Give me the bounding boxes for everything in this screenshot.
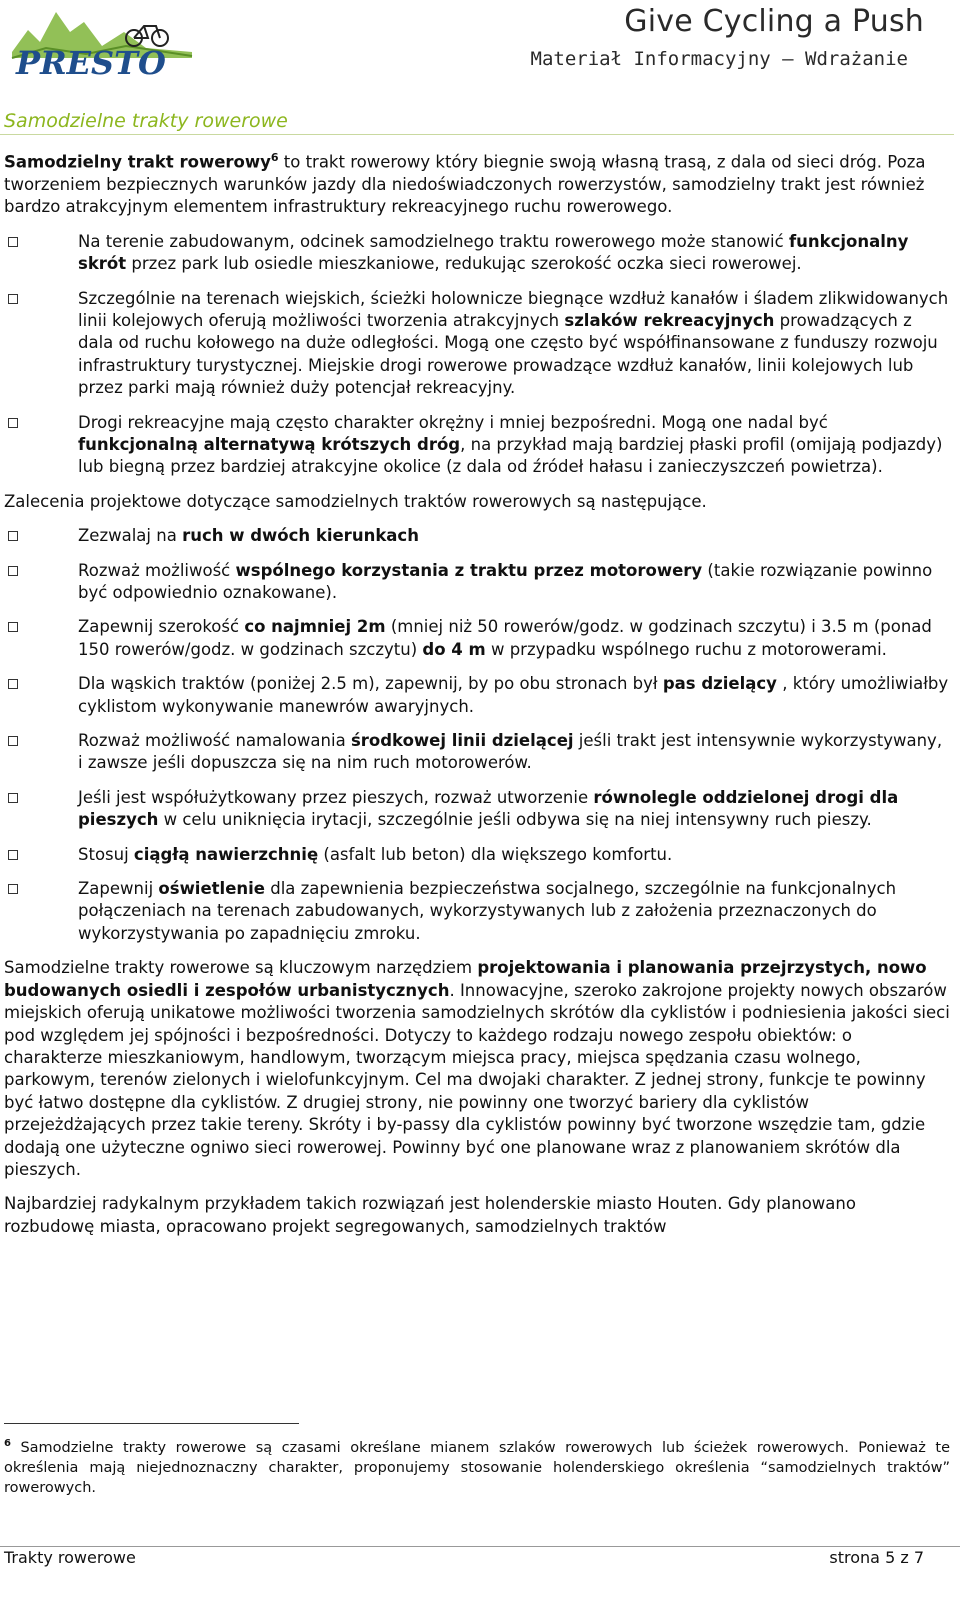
recommendations-intro: Zalecenia projektowe dotyczące samodzielnych traktów rowerowych są następujące. (4, 491, 707, 511)
list-item: Na terenie zabudowanym, odcinek samodzielnego traktu rowerowego może stanowić funkcjonalny skrót przez park lub osiedle mieszkaniowe, redukując szerokość oczka sieci rowerowej. (4, 231, 950, 276)
intro-paragraph (4, 147, 950, 219)
list-item: Rozważ możliwość wspólnego korzystania z traktu przez motorowery (takie rozwiązanie powinno być odpowiednio oznakowane). (4, 560, 950, 605)
checkbox-bullet-icon (8, 884, 18, 894)
footnote-ref: 6 (270, 151, 279, 164)
list-item: Dla wąskich traktów (poniżej 2.5 m), zapewnij, by po obu stronach był pas dzielący , który umożliwiałby cyklistom wykonywanie manewrów awaryjnych. (4, 673, 950, 718)
heading-divider (0, 134, 954, 135)
page-header (0, 0, 960, 110)
document-title: Give Cycling a Push (624, 4, 924, 39)
checkbox-bullet-icon (8, 294, 18, 304)
list-item: Drogi rekreacyjne mają często charakter okrężny i mniej bezpośredni. Mogą one nadal być funkcjonalną alternatywą krótszych dróg, na przykład mają bardziej płaski profil (omijają podjazdy) lub biegną przez bardziej atrakcyjne okolice (z dala od źródeł hałasu i zanieczyszczeń powietrza). (4, 412, 950, 479)
logo-text: PRESTO (16, 44, 166, 80)
footnote-divider (4, 1423, 299, 1424)
list-item: Zezwalaj na ruch w dwóch kierunkach (4, 525, 950, 547)
list-item: Jeśli jest współużytkowany przez pieszych, rozważ utworzenie równolegle oddzielonej drogi dla pieszych w celu uniknięcia irytacji, szczególnie jeśli odbywa się na niej intensywny ruch pieszy. (4, 787, 950, 832)
checkbox-bullet-icon (8, 237, 18, 247)
list-item: Szczególnie na terenach wiejskich, ścieżki holownicze biegnące wzdłuż kanałów i śladem zlikwidowanych linii kolejowych oferują możliwości tworzenia atrakcyjnych szlaków rekreacyjnych prowadzących z dala od ruchu kołowego na duże odległości. Mogą one często być współfinansowane z funduszy rozwoju infrastruktury turystycznej. Miejskie drogi rowerowe prowadzące wzdłuż kanałów, linii kolejowych lub przez parki mają również duży potencjał rekreacyjny. (4, 288, 950, 400)
section-heading: Samodzielne trakty rowerowe (4, 110, 288, 132)
presto-logo (6, 2, 202, 80)
checkbox-bullet-icon (8, 566, 18, 576)
checkbox-bullet-icon (8, 793, 18, 803)
page-number: strona 5 z 7 (829, 1548, 924, 1567)
list-item: Stosuj ciągłą nawierzchnię (asfalt lub beton) dla większego komfortu. (4, 844, 950, 866)
footnote-text: Samodzielne trakty rowerowe są czasami określane mianem szlaków rowerowych lub ścieżek rowerowych. Ponieważ te określenia mają niejednoznaczny charakter, proponujemy stosowanie holenderskiego określenia “samodzielnych traktów” rowerowych. (4, 1439, 950, 1496)
list-item: Zapewnij szerokość co najmniej 2m (mniej niż 50 rowerów/godz. w godzinach szczytu) i 3.5 m (ponad 150 rowerów/godz. w godzinach szczytu) do 4 m w przypadku wspólnego ruchu z motorowerami. (4, 616, 950, 661)
paragraph-planning: Samodzielne trakty rowerowe są kluczowym narzędziem projektowania i planowania przejrzystych, nowo budowanych osiedli i zespołów urbanistycznych. Innowacyjne, szeroko zakrojone projekty nowych obszarów miejskich oferują unikatowe możliwości tworzenia samodzielnych skrótów dla cyklistów i podniesienia jakości sieci pod względem jej spójności i bezpośredności. Dotyczy to każdego rodzaju nowego zespołu obiektów: o charakterze mieszkaniowym, handlowym, tworzącym miejsca pracy, miejsca spędzania czasu wolnego, parkowym, terenów zielonych i wielofunkcyjnym. Cel ma dwojaki charakter. Z jednej strony, funkcje te powinny być łatwo dostępne dla cyklistów. Z drugiej strony, nie powinny one tworzyć bariery dla cyklistów przejeżdżających przez takie tereny. Skróty i by-passy dla cyklistów powinny być tworzone wszędzie tam, gdzie dodają one użyteczne ogniwo sieci rowerowej. Powinny być one planowane wraz z planowaniem skrótów dla pieszych. (4, 958, 950, 1179)
list-item: Zapewnij oświetlenie dla zapewnienia bezpieczeństwa socjalnego, szczególnie na funkcjonalnych połączeniach na terenach zabudowanych, wykorzystywanych lub z założenia przeznaczonych do wykorzystywania po zapadnięciu zmroku. (4, 878, 950, 945)
footnote (4, 1434, 950, 1498)
checkbox-bullet-icon (8, 850, 18, 860)
footer-section-title: Trakty rowerowe (4, 1548, 136, 1567)
checkbox-bullet-icon (8, 531, 18, 541)
paragraph-houten: Najbardziej radykalnym przykładem takich rozwiązań jest holenderskie miasto Houten. Gdy planowano rozbudowę miasta, opracowano projekt segregowanych, samodzielnych traktów (4, 1194, 856, 1236)
checkbox-bullet-icon (8, 418, 18, 428)
intro-text: to trakt rowerowy który biegnie swoją własną trasą, z dala od sieci dróg. Poza tworzeniem bezpiecznych warunków jazdy dla niedoświadczonych rowerzystów, samodzielny trakt jest również bardzo atrakcyjnym elementem infrastruktury rekreacyjnego ruchu rowerowego. (4, 152, 926, 217)
page-content (4, 147, 950, 1250)
footnote-number: 6 (4, 1438, 11, 1449)
checkbox-bullet-icon (8, 679, 18, 689)
footer-divider (0, 1546, 960, 1547)
document-subtitle: Materiał Informacyjny – Wdrażanie (530, 48, 908, 70)
checkbox-bullet-icon (8, 622, 18, 632)
intro-term: Samodzielny trakt rowerowy (4, 152, 271, 172)
checkbox-bullet-icon (8, 736, 18, 746)
list-item: Rozważ możliwość namalowania środkowej linii dzielącej jeśli trakt jest intensywnie wykorzystywany, i zawsze jeśli dopuszcza się na nim ruch motorowerów. (4, 730, 950, 775)
